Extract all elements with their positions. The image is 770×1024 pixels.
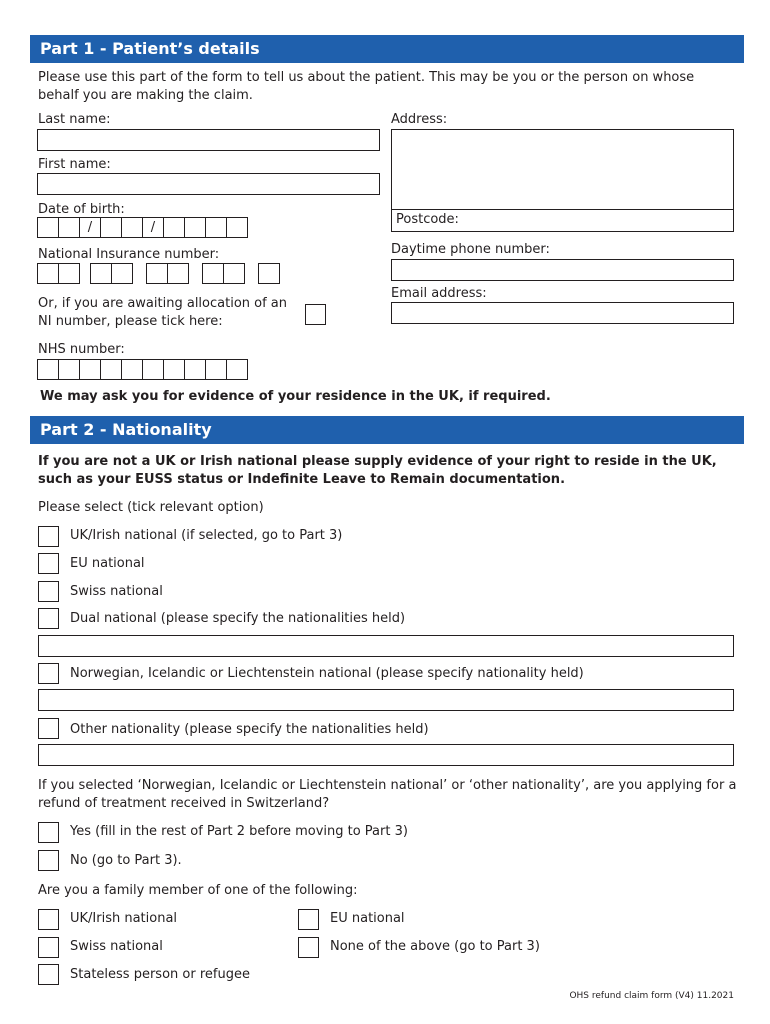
dob-cell[interactable] <box>184 217 206 238</box>
switzerland-question: If you selected ‘Norwegian, Icelandic or Liechtenstein national’ or ‘other nationality’, are you applying for a refund of treatment received in Switzerland? <box>38 778 737 811</box>
nhs-cell[interactable] <box>142 359 164 380</box>
nhs-cell[interactable] <box>100 359 122 380</box>
first-name-label: First name: <box>38 157 111 172</box>
ni-field-2[interactable] <box>90 263 133 284</box>
ni-field-4[interactable] <box>202 263 245 284</box>
ni-cell[interactable] <box>37 263 59 284</box>
eu-label: EU national <box>70 556 145 571</box>
family-none-label: None of the above (go to Part 3) <box>330 939 540 954</box>
dob-cell[interactable] <box>37 217 59 238</box>
postcode-label: Postcode: <box>396 212 459 227</box>
last-name-label: Last name: <box>38 112 111 127</box>
ni-field-1[interactable] <box>37 263 80 284</box>
eu-checkbox[interactable] <box>38 553 59 574</box>
dob-separator: / <box>142 217 164 238</box>
swiss-label: Swiss national <box>70 584 163 599</box>
part2-header: Part 2 - Nationality <box>30 416 744 444</box>
evidence-note: We may ask you for evidence of your residence in the UK, if required. <box>40 389 551 404</box>
ni-awaiting-label: Or, if you are awaiting allocation of an NI number, please tick here: <box>38 296 288 329</box>
nhs-cell[interactable] <box>163 359 185 380</box>
family-swiss-checkbox[interactable] <box>38 937 59 958</box>
footer-form-version: OHS refund claim form (V4) 11.2021 <box>569 991 734 1001</box>
part1-intro: Please use this part of the form to tell us about the patient. This may be you or the person on whose behalf you are making the claim. <box>38 70 695 103</box>
nhs-cell[interactable] <box>205 359 227 380</box>
nhs-label: NHS number: <box>38 342 125 357</box>
ni-cell[interactable] <box>111 263 133 284</box>
uk-irish-checkbox[interactable] <box>38 526 59 547</box>
phone-field[interactable] <box>391 259 734 281</box>
family-uk-irish-checkbox[interactable] <box>38 909 59 930</box>
dob-cell[interactable] <box>205 217 227 238</box>
nhs-cell[interactable] <box>184 359 206 380</box>
postcode-field[interactable] <box>391 209 734 232</box>
dual-nationalities-field[interactable] <box>38 635 734 657</box>
family-stateless-checkbox[interactable] <box>38 964 59 985</box>
nhs-cell[interactable] <box>226 359 248 380</box>
dob-field[interactable] <box>37 217 248 238</box>
dob-cell[interactable] <box>58 217 80 238</box>
family-eu-label: EU national <box>330 911 405 926</box>
ni-cell[interactable] <box>167 263 189 284</box>
family-eu-checkbox[interactable] <box>298 909 319 930</box>
first-name-field[interactable] <box>37 173 380 195</box>
dob-cell[interactable] <box>100 217 122 238</box>
last-name-field[interactable] <box>37 129 380 151</box>
ni-cell[interactable] <box>90 263 112 284</box>
ni-label: National Insurance number: <box>38 247 220 262</box>
switzerland-yes-label: Yes (fill in the rest of Part 2 before moving to Part 3) <box>70 824 408 839</box>
norwegian-checkbox[interactable] <box>38 663 59 684</box>
family-uk-irish-label: UK/Irish national <box>70 911 178 926</box>
switzerland-yes-checkbox[interactable] <box>38 822 59 843</box>
dob-separator: / <box>79 217 101 238</box>
dual-label: Dual national (please specify the nationalities held) <box>70 611 406 626</box>
other-nationalities-field[interactable] <box>38 744 734 766</box>
switzerland-no-label: No (go to Part 3). <box>70 853 182 868</box>
ni-cell[interactable] <box>223 263 245 284</box>
other-checkbox[interactable] <box>38 718 59 739</box>
nhs-field[interactable] <box>37 359 248 380</box>
ni-field-3[interactable] <box>146 263 189 284</box>
phone-label: Daytime phone number: <box>391 242 550 257</box>
swiss-checkbox[interactable] <box>38 581 59 602</box>
ni-awaiting-checkbox[interactable] <box>305 304 326 325</box>
nhs-cell[interactable] <box>37 359 59 380</box>
family-question: Are you a family member of one of the following: <box>38 883 358 898</box>
ni-cell[interactable] <box>202 263 224 284</box>
family-swiss-label: Swiss national <box>70 939 163 954</box>
uk-irish-label: UK/Irish national (if selected, go to Part 3) <box>70 528 343 543</box>
ni-field-5[interactable] <box>258 263 280 284</box>
switzerland-no-checkbox[interactable] <box>38 850 59 871</box>
dob-cell[interactable] <box>226 217 248 238</box>
ni-cell[interactable] <box>146 263 168 284</box>
norwegian-nationality-field[interactable] <box>38 689 734 711</box>
nhs-cell[interactable] <box>58 359 80 380</box>
email-field[interactable] <box>391 302 734 324</box>
nhs-cell[interactable] <box>121 359 143 380</box>
nhs-cell[interactable] <box>79 359 101 380</box>
email-label: Email address: <box>391 286 487 301</box>
dob-cell[interactable] <box>163 217 185 238</box>
dob-cell[interactable] <box>121 217 143 238</box>
family-stateless-label: Stateless person or refugee <box>70 967 250 982</box>
dob-label: Date of birth: <box>38 202 125 217</box>
ni-cell[interactable] <box>258 263 280 284</box>
dual-checkbox[interactable] <box>38 608 59 629</box>
part1-header: Part 1 - Patient’s details <box>30 35 744 63</box>
family-none-checkbox[interactable] <box>298 937 319 958</box>
other-label: Other nationality (please specify the nationalities held) <box>70 722 429 737</box>
address-label: Address: <box>391 112 448 127</box>
ni-cell[interactable] <box>58 263 80 284</box>
part2-notice: If you are not a UK or Irish national please supply evidence of your right to reside in the UK, such as your EUSS status or Indefinite Leave to Remain documentation. <box>38 454 717 487</box>
norwegian-label: Norwegian, Icelandic or Liechtenstein national (please specify nationality held) <box>70 666 584 681</box>
select-prompt: Please select (tick relevant option) <box>38 500 264 515</box>
